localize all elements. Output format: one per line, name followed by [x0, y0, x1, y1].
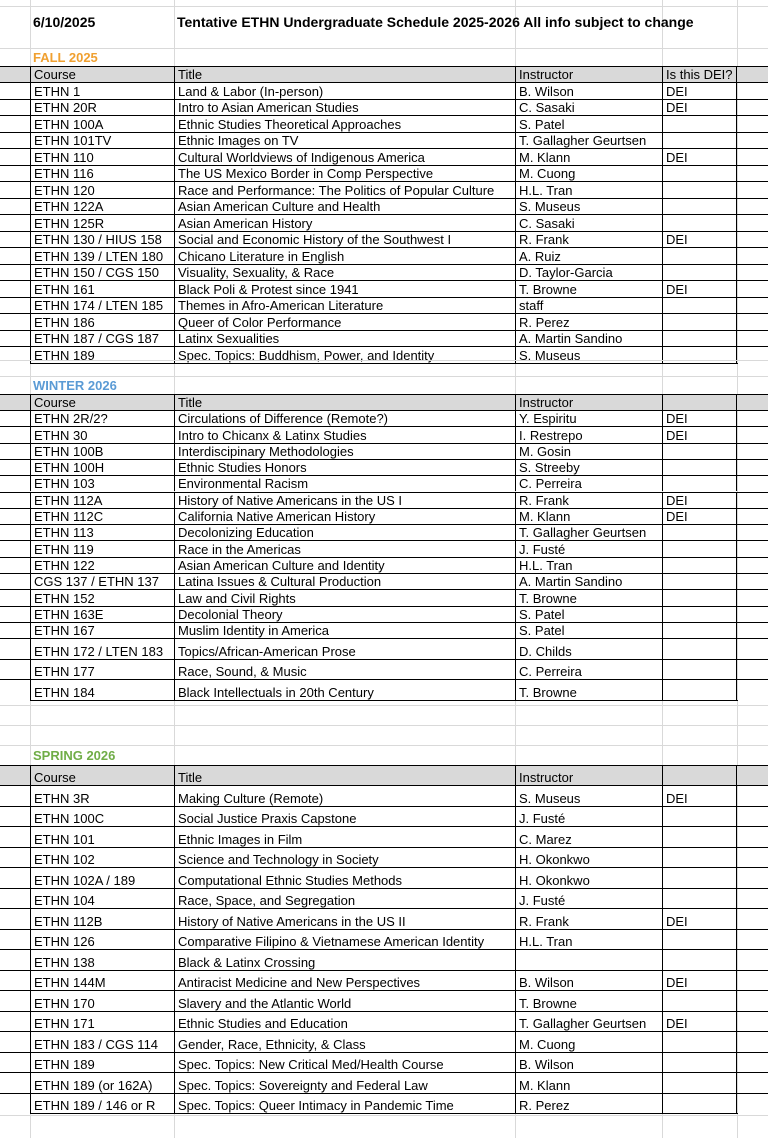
table-row: [0, 132, 768, 149]
course-cell[interactable]: ETHN 167: [30, 623, 174, 638]
course-cell[interactable]: ETHN 187 / CGS 187: [30, 331, 174, 347]
course-cell[interactable]: ETHN 110: [30, 149, 174, 165]
instructor-cell[interactable]: H.L. Tran: [515, 182, 662, 198]
title-cell[interactable]: California Native American History: [174, 509, 515, 524]
course-cell[interactable]: ETHN 104: [30, 889, 174, 909]
table-row: [0, 475, 768, 491]
instructor-cell[interactable]: H. Okonkwo: [515, 848, 662, 868]
instructor-cell[interactable]: H.L. Tran: [515, 930, 662, 950]
instructor-cell[interactable]: T. Browne: [515, 991, 662, 1011]
title-cell[interactable]: Making Culture (Remote): [174, 786, 515, 806]
dei-cell[interactable]: DEI: [662, 1012, 737, 1032]
course-cell[interactable]: ETHN 186: [30, 314, 174, 330]
dei-cell[interactable]: [662, 930, 737, 950]
course-cell[interactable]: ETHN 171: [30, 1012, 174, 1032]
instructor-cell[interactable]: T. Gallagher Geurtsen: [515, 525, 662, 540]
instructor-cell[interactable]: S. Museus: [515, 786, 662, 806]
dei-cell[interactable]: DEI: [662, 971, 737, 991]
empty-row: [0, 1115, 768, 1135]
course-cell[interactable]: ETHN 150 / CGS 150: [30, 265, 174, 281]
table-row: [0, 1072, 768, 1093]
table-row: [0, 1052, 768, 1073]
title-cell[interactable]: Topics/African-American Prose: [174, 639, 515, 659]
instructor-cell[interactable]: A. Martin Sandino: [515, 331, 662, 347]
title-cell[interactable]: Black Intellectuals in 20th Century: [174, 680, 515, 700]
title-row: [0, 6, 768, 36]
table-row: [0, 540, 768, 556]
table-row: [0, 573, 768, 589]
course-cell[interactable]: ETHN 163E: [30, 607, 174, 622]
title-cell[interactable]: Race, Sound, & Music: [174, 660, 515, 680]
instructor-cell[interactable]: S. Patel: [515, 623, 662, 638]
title-cell[interactable]: Queer of Color Performance: [174, 314, 515, 330]
instructor-cell[interactable]: C. Sasaki: [515, 100, 662, 116]
instructor-cell[interactable]: H.L. Tran: [515, 558, 662, 573]
course-cell[interactable]: ETHN 122A: [30, 199, 174, 215]
instructor-cell[interactable]: C. Perreira: [515, 476, 662, 491]
dei-cell[interactable]: [662, 1073, 737, 1093]
title-cell[interactable]: Environmental Racism: [174, 476, 515, 491]
title-cell[interactable]: Slavery and the Atlantic World: [174, 991, 515, 1011]
spring-term-label[interactable]: SPRING 2026: [33, 747, 116, 763]
course-cell[interactable]: ETHN 183 / CGS 114: [30, 1032, 174, 1052]
instructor-cell[interactable]: R. Frank: [515, 909, 662, 929]
instructor-cell[interactable]: T. Gallagher Geurtsen: [515, 1012, 662, 1032]
instructor-cell[interactable]: M. Gosin: [515, 444, 662, 459]
table-row: [0, 589, 768, 605]
table-row: [0, 990, 768, 1011]
title-cell[interactable]: Interdiscipinary Methodologies: [174, 444, 515, 459]
title-cell[interactable]: Ethnic Studies Theoretical Approaches: [174, 116, 515, 132]
course-cell[interactable]: ETHN 138: [30, 950, 174, 970]
dei-cell[interactable]: DEI: [662, 149, 737, 165]
course-cell[interactable]: CGS 137 / ETHN 137: [30, 574, 174, 589]
dei-cell[interactable]: DEI: [662, 427, 737, 442]
title-cell[interactable]: The US Mexico Border in Comp Perspective: [174, 166, 515, 182]
table-row: [0, 231, 768, 248]
column-header[interactable]: Instructor: [515, 395, 662, 410]
title-cell[interactable]: Computational Ethnic Studies Methods: [174, 868, 515, 888]
dei-cell[interactable]: [662, 848, 737, 868]
title-cell[interactable]: Social Justice Praxis Capstone: [174, 807, 515, 827]
course-cell[interactable]: ETHN 152: [30, 590, 174, 605]
instructor-cell[interactable]: M. Klann: [515, 149, 662, 165]
title-cell[interactable]: Spec. Topics: Sovereignty and Federal Law: [174, 1073, 515, 1093]
course-cell[interactable]: ETHN 20R: [30, 100, 174, 116]
title-cell[interactable]: Law and Civil Rights: [174, 590, 515, 605]
dei-cell[interactable]: DEI: [662, 83, 737, 99]
title-cell[interactable]: Latina Issues & Cultural Production: [174, 574, 515, 589]
instructor-cell[interactable]: M. Cuong: [515, 166, 662, 182]
instructor-cell[interactable]: staff: [515, 298, 662, 314]
dei-cell[interactable]: [662, 444, 737, 459]
instructor-cell[interactable]: T. Gallagher Geurtsen: [515, 133, 662, 149]
table-row: [0, 806, 768, 827]
table-row: [0, 638, 768, 659]
title-cell[interactable]: Race in the Americas: [174, 541, 515, 556]
instructor-cell[interactable]: B. Wilson: [515, 1053, 662, 1073]
title-cell[interactable]: Black Poli & Protest since 1941: [174, 281, 515, 297]
instructor-cell[interactable]: M. Klann: [515, 509, 662, 524]
fall-term-row: [0, 48, 768, 66]
course-cell[interactable]: ETHN 172 / LTEN 183: [30, 639, 174, 659]
column-header[interactable]: Course: [30, 766, 174, 785]
table-row: [0, 847, 768, 868]
course-cell[interactable]: ETHN 100H: [30, 460, 174, 475]
instructor-cell[interactable]: B. Wilson: [515, 83, 662, 99]
course-cell[interactable]: ETHN 2R/2?: [30, 411, 174, 426]
table-row: [0, 264, 768, 281]
table-row: [0, 659, 768, 680]
dei-cell[interactable]: [662, 314, 737, 330]
table-row: [0, 492, 768, 508]
course-cell[interactable]: ETHN 112B: [30, 909, 174, 929]
title-cell[interactable]: Spec. Topics: Buddhism, Power, and Identity: [174, 347, 515, 363]
dei-cell[interactable]: [662, 889, 737, 909]
course-cell[interactable]: ETHN 100C: [30, 807, 174, 827]
dei-cell[interactable]: [662, 660, 737, 680]
title-cell[interactable]: History of Native Americans in the US I: [174, 493, 515, 508]
title-cell[interactable]: Black & Latinx Crossing: [174, 950, 515, 970]
dei-cell[interactable]: DEI: [662, 493, 737, 508]
table-row: [0, 622, 768, 638]
course-cell[interactable]: ETHN 102A / 189: [30, 868, 174, 888]
table-row: [0, 508, 768, 524]
instructor-cell[interactable]: C. Marez: [515, 827, 662, 847]
title-cell[interactable]: Cultural Worldviews of Indigenous America: [174, 149, 515, 165]
column-header[interactable]: Title: [174, 395, 515, 410]
course-cell[interactable]: ETHN 177: [30, 660, 174, 680]
dei-cell[interactable]: [662, 680, 737, 700]
winter-header-row: [0, 394, 768, 410]
title-cell[interactable]: Ethnic Studies and Education: [174, 1012, 515, 1032]
column-header[interactable]: Course: [30, 67, 174, 82]
instructor-cell[interactable]: R. Perez: [515, 1094, 662, 1114]
table-row: [0, 1093, 768, 1114]
dei-cell[interactable]: [662, 558, 737, 573]
title-cell[interactable]: Circulations of Difference (Remote?): [174, 411, 515, 426]
title-cell[interactable]: Asian American Culture and Health: [174, 199, 515, 215]
title-cell[interactable]: Land & Labor (In-person): [174, 83, 515, 99]
fall-header-row: [0, 66, 768, 82]
dei-cell[interactable]: [662, 525, 737, 540]
dei-cell[interactable]: [662, 623, 737, 638]
dei-cell[interactable]: [662, 590, 737, 605]
course-cell[interactable]: ETHN 116: [30, 166, 174, 182]
course-cell[interactable]: ETHN 144M: [30, 971, 174, 991]
table-row: [0, 297, 768, 314]
instructor-cell[interactable]: S. Streeby: [515, 460, 662, 475]
course-cell[interactable]: ETHN 120: [30, 182, 174, 198]
spring-header-row: [0, 765, 768, 785]
course-cell[interactable]: ETHN 113: [30, 525, 174, 540]
instructor-cell[interactable]: C. Sasaki: [515, 215, 662, 231]
course-cell[interactable]: ETHN 189: [30, 1053, 174, 1073]
title-cell[interactable]: Chicano Literature in English: [174, 248, 515, 264]
title-cell[interactable]: Latinx Sexualities: [174, 331, 515, 347]
table-row: [0, 115, 768, 132]
course-cell[interactable]: ETHN 125R: [30, 215, 174, 231]
table-row: [0, 247, 768, 264]
table-row: [0, 280, 768, 297]
table-row: [0, 165, 768, 182]
title-cell[interactable]: Asian American Culture and Identity: [174, 558, 515, 573]
instructor-cell[interactable]: J. Fusté: [515, 889, 662, 909]
title-cell[interactable]: Comparative Filipino & Vietnamese American Identity: [174, 930, 515, 950]
table-row: [0, 99, 768, 116]
table-row: [0, 524, 768, 540]
table-row: [0, 410, 768, 426]
dei-cell[interactable]: [662, 460, 737, 475]
course-cell[interactable]: ETHN 189: [30, 347, 174, 363]
column-header[interactable]: Is this DEI?: [662, 67, 737, 82]
table-row: [0, 459, 768, 475]
table-row: [0, 82, 768, 99]
table-row: [0, 867, 768, 888]
dei-cell[interactable]: [662, 248, 737, 264]
table-row: [0, 181, 768, 198]
table-row: [0, 929, 768, 950]
dei-cell[interactable]: [662, 298, 737, 314]
dei-cell[interactable]: [662, 991, 737, 1011]
instructor-cell[interactable]: R. Perez: [515, 314, 662, 330]
instructor-cell[interactable]: [515, 950, 662, 970]
dei-cell[interactable]: [662, 827, 737, 847]
table-row: [0, 679, 768, 700]
dei-cell[interactable]: [662, 265, 737, 281]
course-cell[interactable]: ETHN 189 / 146 or R: [30, 1094, 174, 1114]
dei-cell[interactable]: DEI: [662, 411, 737, 426]
dei-cell[interactable]: [662, 215, 737, 231]
course-cell[interactable]: ETHN 103: [30, 476, 174, 491]
dei-cell[interactable]: [662, 807, 737, 827]
table-row: [0, 330, 768, 347]
table-row: [0, 1011, 768, 1032]
column-header[interactable]: [662, 766, 737, 785]
table-row: [0, 148, 768, 165]
sheet-title[interactable]: Tentative ETHN Undergraduate Schedule 2025-2026 All info subject to change: [177, 13, 694, 30]
fall-term-label[interactable]: FALL 2025: [33, 49, 98, 65]
dei-cell[interactable]: [662, 950, 737, 970]
course-cell[interactable]: ETHN 102: [30, 848, 174, 868]
title-cell[interactable]: Social and Economic History of the Southwest I: [174, 232, 515, 248]
table-row: [0, 970, 768, 991]
instructor-cell[interactable]: I. Restrepo: [515, 427, 662, 442]
table-row: [0, 443, 768, 459]
title-cell[interactable]: Gender, Race, Ethnicity, & Class: [174, 1032, 515, 1052]
instructor-cell[interactable]: H. Okonkwo: [515, 868, 662, 888]
dei-cell[interactable]: [662, 166, 737, 182]
column-header[interactable]: [662, 395, 737, 410]
course-cell[interactable]: ETHN 112A: [30, 493, 174, 508]
table-row: [0, 888, 768, 909]
course-cell[interactable]: ETHN 101TV: [30, 133, 174, 149]
winter-term-label[interactable]: WINTER 2026: [33, 377, 117, 393]
dei-cell[interactable]: [662, 182, 737, 198]
course-cell[interactable]: ETHN 130 / HIUS 158: [30, 232, 174, 248]
course-cell[interactable]: ETHN 100A: [30, 116, 174, 132]
spring-term-row: [0, 745, 768, 765]
table-row: [0, 826, 768, 847]
column-header[interactable]: Title: [174, 766, 515, 785]
course-cell[interactable]: ETHN 170: [30, 991, 174, 1011]
title-cell[interactable]: Themes in Afro-American Literature: [174, 298, 515, 314]
empty-row: [0, 705, 768, 725]
dei-cell[interactable]: [662, 133, 737, 149]
instructor-cell[interactable]: D. Childs: [515, 639, 662, 659]
dei-cell[interactable]: DEI: [662, 281, 737, 297]
instructor-cell[interactable]: R. Frank: [515, 493, 662, 508]
dei-cell[interactable]: DEI: [662, 100, 737, 116]
title-cell[interactable]: Muslim Identity in America: [174, 623, 515, 638]
instructor-cell[interactable]: B. Wilson: [515, 971, 662, 991]
instructor-cell[interactable]: Y. Espiritu: [515, 411, 662, 426]
title-cell[interactable]: History of Native Americans in the US II: [174, 909, 515, 929]
title-cell[interactable]: Ethnic Images in Film: [174, 827, 515, 847]
instructor-cell[interactable]: T. Browne: [515, 281, 662, 297]
title-cell[interactable]: Race and Performance: The Politics of Popular Culture: [174, 182, 515, 198]
title-cell[interactable]: Ethnic Studies Honors: [174, 460, 515, 475]
table-row: [0, 908, 768, 929]
dei-cell[interactable]: [662, 868, 737, 888]
empty-row: [0, 725, 768, 745]
course-cell[interactable]: ETHN 100B: [30, 444, 174, 459]
course-cell[interactable]: ETHN 122: [30, 558, 174, 573]
column-header[interactable]: Instructor: [515, 67, 662, 82]
course-cell[interactable]: ETHN 161: [30, 281, 174, 297]
table-row: [0, 214, 768, 231]
dei-cell[interactable]: [662, 476, 737, 491]
instructor-cell[interactable]: S. Patel: [515, 116, 662, 132]
course-cell[interactable]: ETHN 139 / LTEN 180: [30, 248, 174, 264]
dei-cell[interactable]: [662, 541, 737, 556]
empty-row: [0, 360, 768, 376]
instructor-cell[interactable]: A. Ruiz: [515, 248, 662, 264]
column-header[interactable]: Instructor: [515, 766, 662, 785]
title-cell[interactable]: Visuality, Sexuality, & Race: [174, 265, 515, 281]
table-row: [0, 606, 768, 622]
dei-cell[interactable]: DEI: [662, 232, 737, 248]
title-cell[interactable]: Intro to Chicanx & Latinx Studies: [174, 427, 515, 442]
title-cell[interactable]: Antiracist Medicine and New Perspectives: [174, 971, 515, 991]
date-cell[interactable]: 6/10/2025: [33, 13, 96, 30]
instructor-cell[interactable]: S. Patel: [515, 607, 662, 622]
column-header[interactable]: Title: [174, 67, 515, 82]
title-cell[interactable]: Science and Technology in Society: [174, 848, 515, 868]
title-cell[interactable]: Race, Space, and Segregation: [174, 889, 515, 909]
instructor-cell[interactable]: M. Cuong: [515, 1032, 662, 1052]
instructor-cell[interactable]: J. Fusté: [515, 541, 662, 556]
course-cell[interactable]: ETHN 126: [30, 930, 174, 950]
title-cell[interactable]: Decolonial Theory: [174, 607, 515, 622]
instructor-cell[interactable]: M. Klann: [515, 1073, 662, 1093]
course-cell[interactable]: ETHN 112C: [30, 509, 174, 524]
instructor-cell[interactable]: D. Taylor-Garcia: [515, 265, 662, 281]
instructor-cell[interactable]: A. Martin Sandino: [515, 574, 662, 589]
title-cell[interactable]: Spec. Topics: Queer Intimacy in Pandemic Time: [174, 1094, 515, 1114]
dei-cell[interactable]: [662, 1032, 737, 1052]
table-bottom-border: [30, 1113, 738, 1114]
title-cell[interactable]: Decolonizing Education: [174, 525, 515, 540]
table-bottom-border: [30, 700, 738, 701]
dei-cell[interactable]: [662, 199, 737, 215]
table-row: [0, 785, 768, 806]
dei-cell[interactable]: DEI: [662, 509, 737, 524]
dei-cell[interactable]: [662, 607, 737, 622]
dei-cell[interactable]: [662, 639, 737, 659]
dei-cell[interactable]: [662, 331, 737, 347]
course-cell[interactable]: ETHN 3R: [30, 786, 174, 806]
instructor-cell[interactable]: R. Frank: [515, 232, 662, 248]
course-cell[interactable]: ETHN 189 (or 162A): [30, 1073, 174, 1093]
dei-cell[interactable]: [662, 574, 737, 589]
table-row: [0, 313, 768, 330]
course-cell[interactable]: ETHN 30: [30, 427, 174, 442]
title-cell[interactable]: Intro to Asian American Studies: [174, 100, 515, 116]
title-cell[interactable]: Spec. Topics: New Critical Med/Health Course: [174, 1053, 515, 1073]
table-row: [0, 557, 768, 573]
instructor-cell[interactable]: S. Museus: [515, 347, 662, 363]
course-cell[interactable]: ETHN 184: [30, 680, 174, 700]
table-row: [0, 198, 768, 215]
dei-cell[interactable]: DEI: [662, 909, 737, 929]
course-cell[interactable]: ETHN 1: [30, 83, 174, 99]
table-row: [0, 426, 768, 442]
course-cell[interactable]: ETHN 101: [30, 827, 174, 847]
title-cell[interactable]: Asian American History: [174, 215, 515, 231]
table-row: [0, 949, 768, 970]
dei-cell[interactable]: [662, 1053, 737, 1073]
title-cell[interactable]: Ethnic Images on TV: [174, 133, 515, 149]
column-header[interactable]: Course: [30, 395, 174, 410]
winter-term-row: [0, 376, 768, 394]
instructor-cell[interactable]: T. Browne: [515, 590, 662, 605]
instructor-cell[interactable]: C. Perreira: [515, 660, 662, 680]
course-cell[interactable]: ETHN 174 / LTEN 185: [30, 298, 174, 314]
instructor-cell[interactable]: S. Museus: [515, 199, 662, 215]
instructor-cell[interactable]: T. Browne: [515, 680, 662, 700]
dei-cell[interactable]: DEI: [662, 786, 737, 806]
course-cell[interactable]: ETHN 119: [30, 541, 174, 556]
table-row: [0, 1031, 768, 1052]
dei-cell[interactable]: [662, 1094, 737, 1114]
instructor-cell[interactable]: J. Fusté: [515, 807, 662, 827]
dei-cell[interactable]: [662, 116, 737, 132]
